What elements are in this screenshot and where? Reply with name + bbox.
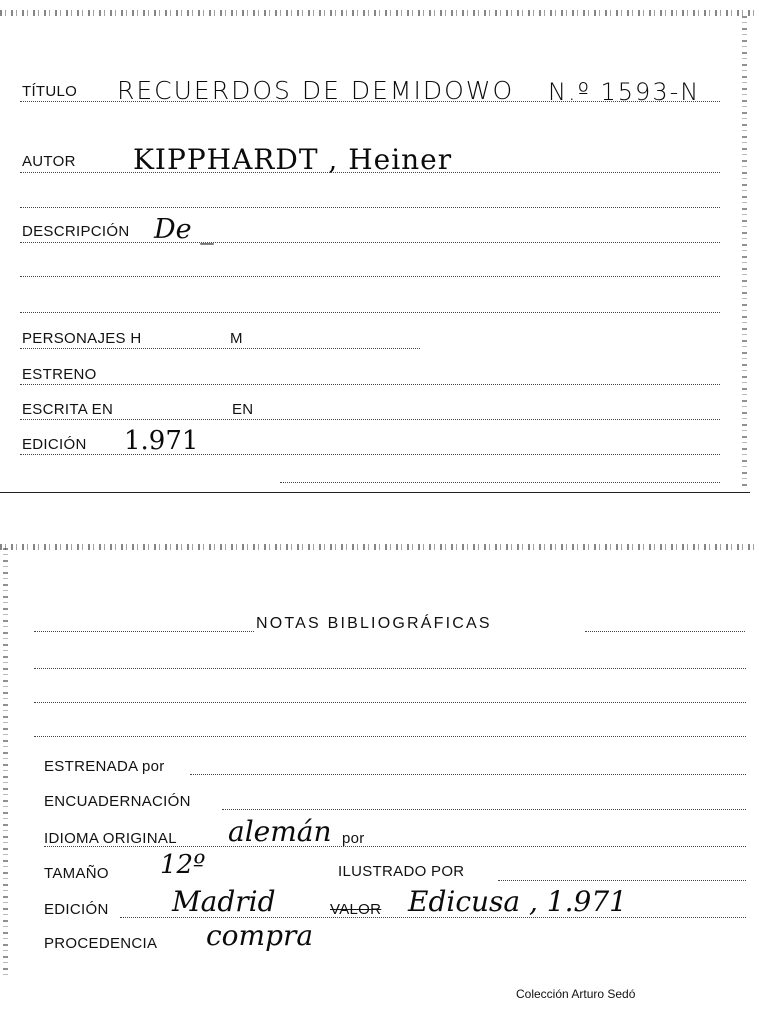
- procedencia-label: PROCEDENCIA: [44, 935, 158, 952]
- edicion-label: EDICIÓN: [22, 436, 87, 453]
- catalog-card-front: [0, 0, 759, 494]
- valor-label: VALOR: [330, 901, 382, 918]
- card-separator: [0, 492, 750, 493]
- scan-edge: [0, 544, 759, 550]
- scan-edge: [3, 548, 8, 978]
- idioma-label: IDIOMA ORIGINAL: [44, 830, 177, 847]
- numero-value: N.º 1593-N: [548, 78, 701, 106]
- estreno-label: ESTRENO: [22, 366, 97, 383]
- descripcion-label: DESCRIPCIÓN: [22, 223, 130, 240]
- edicion-city: Madrid: [172, 885, 276, 918]
- collection-footer: Colección Arturo Sedó: [516, 987, 636, 1001]
- catalog-card-back: [0, 540, 759, 1028]
- personajes-m-label: M: [230, 330, 243, 347]
- escrita-en2-label: EN: [232, 401, 254, 418]
- personajes-label: PERSONAJES H: [22, 330, 142, 347]
- procedencia-value: compra: [206, 919, 314, 952]
- edicion-value: 1.971: [124, 426, 199, 456]
- notas-heading: NOTAS BIBLIOGRÁFICAS: [256, 615, 492, 632]
- tamano-value: 12º: [160, 850, 206, 880]
- autor-value: KIPPHARDT , Heiner: [133, 143, 453, 176]
- titulo-value: RECUERDOS DE DEMIDOWO: [117, 76, 515, 105]
- idioma-value: alemán: [228, 815, 332, 848]
- idioma-por-label: por: [342, 830, 365, 847]
- scan-edge: [742, 16, 747, 486]
- edicion-bottom-label: EDICIÓN: [44, 901, 109, 918]
- descripcion-value: De _: [154, 214, 214, 245]
- edicion-publisher: Edicusa , 1.971: [408, 885, 627, 918]
- ilustrado-label: ILUSTRADO POR: [338, 863, 465, 880]
- titulo-label: TÍTULO: [22, 83, 78, 100]
- escrita-label: ESCRITA EN: [22, 401, 114, 418]
- encuadernacion-label: ENCUADERNACIÓN: [44, 793, 191, 810]
- scan-edge: [0, 10, 759, 16]
- tamano-label: TAMAÑO: [44, 865, 109, 882]
- estrenada-label: ESTRENADA por: [44, 758, 165, 775]
- autor-label: AUTOR: [22, 153, 76, 170]
